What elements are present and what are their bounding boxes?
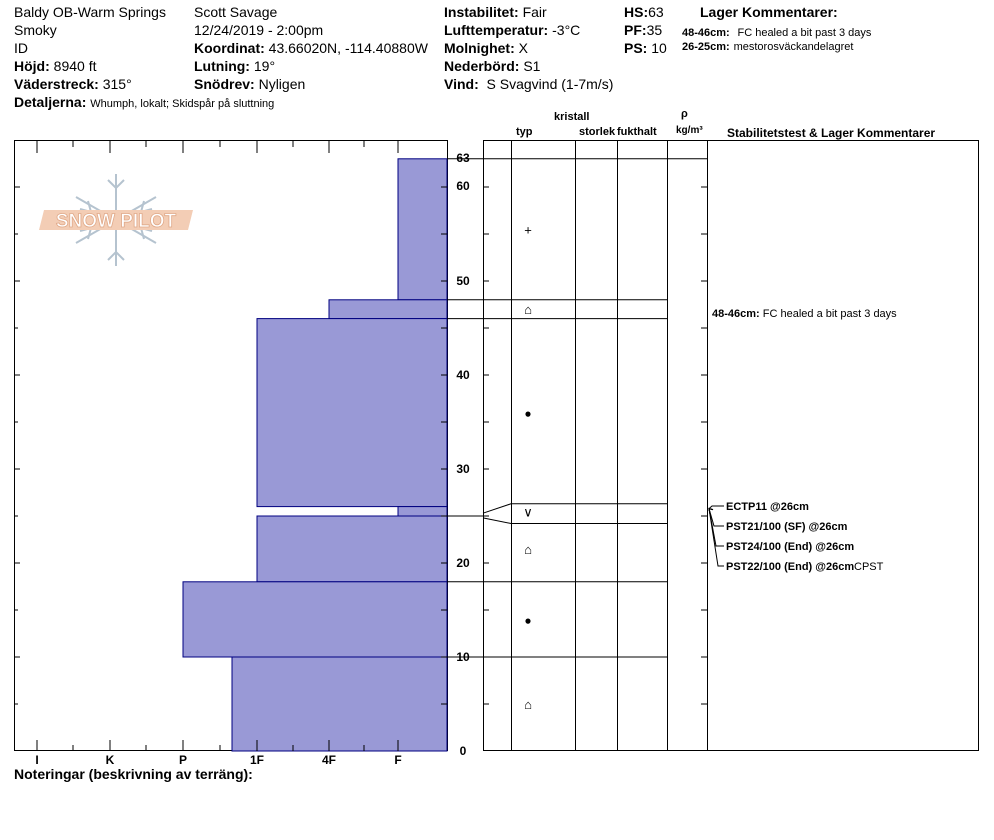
wind-label: Vind: bbox=[444, 76, 479, 92]
sky-cover-value: X bbox=[518, 40, 528, 56]
grain-symbol-5: ⌂ bbox=[524, 541, 532, 557]
id-label: ID bbox=[14, 40, 28, 56]
col-rho: ρ bbox=[681, 108, 688, 120]
layer-comment-2-text: mestorosväckandelagret bbox=[733, 41, 854, 53]
col-fukthalt: fukthalt bbox=[617, 126, 657, 138]
layer-comments-title: Lager Kommentarer: bbox=[700, 4, 838, 20]
depth-label-63: 63 bbox=[456, 151, 470, 165]
grain-symbol-6: ● bbox=[524, 613, 532, 628]
hardness-bar-7 bbox=[232, 657, 447, 751]
grain-symbol-1: + bbox=[524, 222, 532, 238]
hardness-bar-2 bbox=[329, 300, 447, 319]
col-density-unit: kg/m³ bbox=[676, 125, 703, 136]
depth-label-30: 30 bbox=[456, 462, 470, 476]
precipitation-value: S1 bbox=[523, 58, 541, 74]
snowpilot-logo-text: SNOW PILOT bbox=[55, 211, 177, 232]
stability-test-4: PST22/100 (End) @26cm bbox=[726, 561, 855, 573]
depth-label-40: 40 bbox=[456, 368, 470, 382]
hardness-label-f: F bbox=[394, 753, 402, 767]
table-layer-comment bbox=[712, 308, 897, 320]
depth-label-20: 20 bbox=[456, 556, 470, 570]
hardness-bar-6 bbox=[183, 582, 447, 657]
grain-symbol-4: ∨ bbox=[523, 504, 533, 520]
region-name: Smoky bbox=[14, 22, 57, 38]
hs-value: 63 bbox=[648, 4, 664, 20]
pf-value: 35 bbox=[646, 22, 663, 38]
hardness-bar-1 bbox=[398, 159, 447, 300]
grain-symbol-2: ⌂ bbox=[524, 302, 532, 318]
table-layer-comments bbox=[712, 308, 897, 320]
observer-name: Scott Savage bbox=[194, 4, 278, 20]
sky-cover-label: Molnighet: bbox=[444, 40, 515, 56]
stability-tests bbox=[726, 501, 884, 573]
layer-table-frame bbox=[484, 141, 979, 751]
col-typ: typ bbox=[516, 126, 533, 138]
depth-label-50: 50 bbox=[456, 274, 470, 288]
slope-label: Lutning: bbox=[194, 58, 250, 74]
hardness-bar-4 bbox=[398, 507, 447, 516]
layer-comment-2-range: 26-25cm: bbox=[682, 41, 730, 53]
ps-value: 10 bbox=[651, 40, 667, 56]
coordinates-label: Koordinat: bbox=[194, 40, 265, 56]
hardness-label-4f: 4F bbox=[321, 753, 337, 767]
stability-test-3: PST24/100 (End) @26cm bbox=[726, 541, 855, 553]
stability-test-arrowhead-4 bbox=[709, 509, 713, 514]
instability-label: Instabilitet: bbox=[444, 4, 519, 20]
stability-test-arrow-1 bbox=[709, 506, 724, 509]
grain-symbol-7: ⌂ bbox=[524, 697, 532, 712]
observation-datetime: 12/24/2019 - 2:00pm bbox=[194, 22, 324, 38]
terrain-notes-label: Noteringar (beskrivning av terräng): bbox=[14, 766, 253, 782]
depth-label-60: 60 bbox=[456, 179, 470, 193]
hardness-bar-5 bbox=[257, 516, 447, 582]
depth-label-10: 10 bbox=[456, 650, 470, 664]
depth-axis-labels bbox=[456, 151, 470, 758]
wind-value: S Svagvind (1-7m/s) bbox=[486, 76, 614, 92]
instability-value: Fair bbox=[522, 4, 547, 20]
stability-test-2: PST21/100 (SF) @26cm bbox=[726, 521, 848, 533]
hs-label: HS: bbox=[624, 4, 649, 20]
grain-symbol-3: ● bbox=[524, 406, 532, 421]
table-layer-comment-range: 48-46cm: bbox=[712, 308, 760, 320]
stability-test-arrow-3 bbox=[709, 509, 724, 546]
elevation-value: 8940 ft bbox=[53, 58, 97, 74]
stability-test-arrows bbox=[709, 506, 724, 566]
air-temperature-value: -3°C bbox=[552, 22, 581, 38]
drift-value: Nyligen bbox=[258, 76, 306, 92]
hardness-bar-3 bbox=[257, 319, 447, 507]
location-name: Baldy OB-Warm Springs bbox=[14, 4, 166, 20]
layer-table-columns bbox=[512, 140, 708, 751]
layer-comment-1-text: FC healed a bit past 3 days bbox=[737, 27, 872, 39]
stability-test-1: ECTP11 @26cm bbox=[726, 501, 809, 513]
aspect-label: Väderstreck: bbox=[14, 76, 99, 92]
details-label: Detaljerna: bbox=[14, 94, 87, 110]
precipitation-label: Nederbörd: bbox=[444, 58, 520, 74]
drift-label: Snödrev: bbox=[194, 76, 255, 92]
grain-type-symbols bbox=[523, 222, 533, 712]
table-layer-comment-text: FC healed a bit past 3 days bbox=[762, 308, 897, 320]
layer-comment-1-range: 48-46cm: bbox=[682, 27, 730, 39]
hardness-label-1f: 1F bbox=[249, 753, 265, 767]
col-stability: Stabilitetstest & Lager Kommentarer bbox=[727, 126, 936, 140]
hardness-label-p: P bbox=[178, 753, 188, 767]
stability-test-4-extra: CPST bbox=[854, 561, 884, 573]
hardness-bars bbox=[183, 159, 447, 751]
air-temperature-label: Lufttemperatur: bbox=[444, 22, 549, 38]
hardness-label-k: K bbox=[105, 753, 115, 767]
ps-label: PS: bbox=[624, 40, 648, 56]
hardness-label-i: I bbox=[35, 753, 39, 767]
elevation-label: Höjd: bbox=[14, 58, 50, 74]
coordinates-value: 43.66020N, -114.40880W bbox=[268, 40, 428, 56]
aspect-value: 315° bbox=[102, 76, 132, 92]
slope-value: 19° bbox=[253, 58, 276, 74]
snowpilot-logo-band bbox=[39, 210, 193, 232]
depth-label-0: 0 bbox=[459, 744, 467, 758]
col-kristall: kristall bbox=[554, 111, 590, 123]
hardness-axis-labels bbox=[35, 753, 401, 767]
details-value: Whumph, lokalt; Skidspår på sluttning bbox=[90, 98, 275, 110]
pf-label: PF: bbox=[624, 22, 647, 38]
col-storlek: storlek bbox=[579, 126, 616, 138]
